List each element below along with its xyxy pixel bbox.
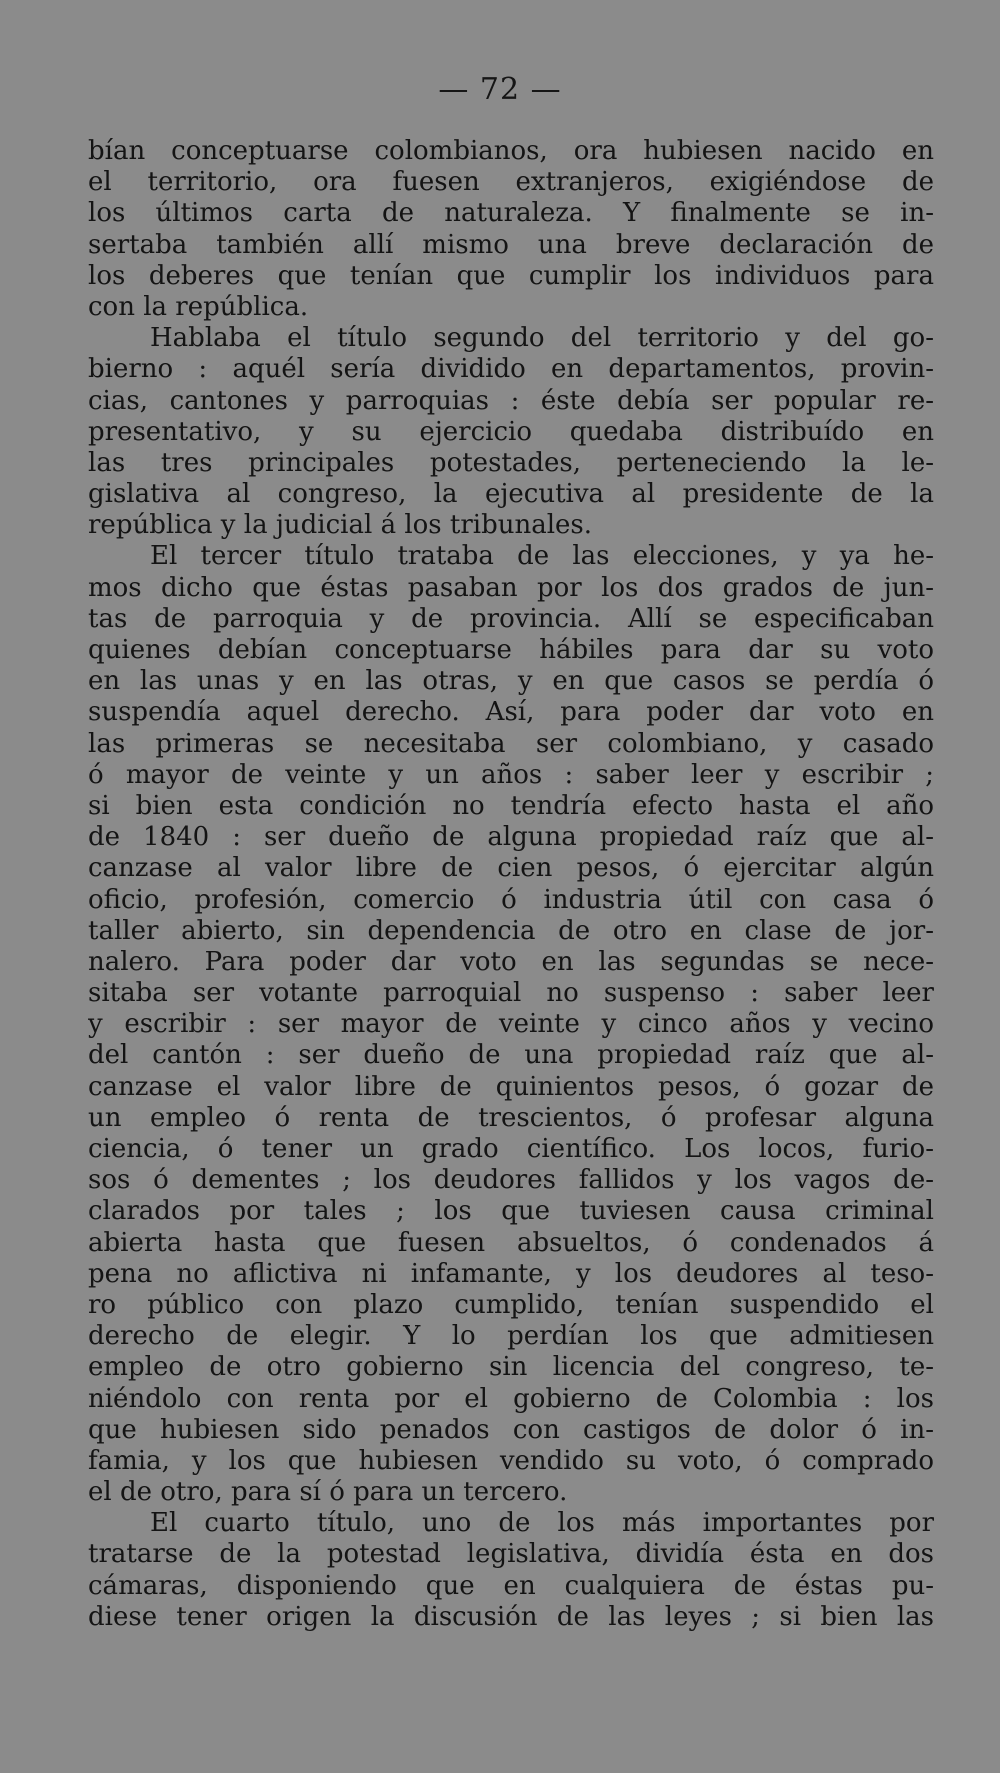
text-line: con la república. (88, 291, 309, 322)
text-line: los últimos carta de naturaleza. Y finalmente se in- (88, 198, 934, 229)
text-line: diese tener origen la discusión de las leyes ; si bien las (88, 1601, 934, 1632)
text-line: república y la judicial á los tribunales. (88, 510, 593, 541)
text-line: niéndolo con renta por el gobierno de Colombia : los (88, 1383, 934, 1414)
text-line: sos ó dementes ; los deudores fallidos y los vagos de- (88, 1165, 934, 1196)
text-line: tas de parroquia y de provincia. Allí se especificaban (88, 603, 934, 634)
text-line: del cantón : ser dueño de una propiedad raíz que al- (88, 1040, 934, 1071)
text-line: bían conceptuarse colombianos, ora hubiesen nacido en (88, 136, 934, 166)
text-line: los deberes que tenían que cumplir los individuos para (88, 260, 934, 291)
text-line: si bien esta condición no tendría efecto hasta el año (88, 790, 934, 821)
text-line: un empleo ó renta de trescientos, ó profesar alguna (88, 1102, 934, 1133)
text-line: mos dicho que éstas pasaban por los dos grados de jun- (88, 572, 934, 603)
text-line: ó mayor de veinte y un años : saber leer y escribir ; (88, 759, 934, 790)
text-line: suspendía aquel derecho. Así, para poder dar voto en (88, 697, 934, 728)
text-line: taller abierto, sin dependencia de otro en clase de jor- (88, 915, 934, 946)
text-line: las primeras se necesitaba ser colombiano, y casado (88, 728, 934, 759)
text-line: abierta hasta que fuesen absueltos, ó condenados á (88, 1227, 934, 1258)
text-line: ciencia, ó tener un grado científico. Los locos, furio- (88, 1134, 934, 1164)
text-line: sitaba ser votante parroquial no suspenso : saber leer (88, 978, 934, 1009)
text-line: de 1840 : ser dueño de alguna propiedad raíz que al- (88, 822, 934, 853)
text-line: y escribir : ser mayor de veinte y cinco años y vecino (88, 1009, 934, 1040)
text-line: empleo de otro gobierno sin licencia del congreso, te- (88, 1352, 934, 1383)
text-line: clarados por tales ; los que tuviesen causa criminal (88, 1196, 934, 1227)
text-line: cámaras, disponiendo que en cualquiera de éstas pu- (88, 1570, 934, 1601)
text-line: el territorio, ora fuesen extranjeros, exigiéndose de (88, 167, 934, 198)
text-line: nalero. Para poder dar voto en las segundas se nece- (88, 946, 934, 977)
text-line: Hablaba el título segundo del territorio y del go- (150, 323, 934, 354)
text-line: tratarse de la potestad legislativa, dividía ésta en dos (88, 1539, 934, 1570)
page-number: — 72 — (438, 72, 562, 107)
text-line: sertaba también allí mismo una breve declaración de (88, 229, 934, 260)
text-line: quienes debían conceptuarse hábiles para dar su voto (88, 635, 934, 665)
text-line: El tercer título trataba de las elecciones, y ya he- (150, 541, 934, 572)
text-line: derecho de elegir. Y lo perdían los que admitiesen (88, 1321, 934, 1352)
text-line: el de otro, para sí ó para un tercero. (88, 1477, 568, 1508)
body-text (88, 136, 934, 1633)
text-line: las tres principales potestades, perteneciendo la le- (88, 447, 934, 478)
text-line: bierno : aquél sería dividido en departamentos, provin- (88, 354, 934, 385)
text-line: gislativa al congreso, la ejecutiva al presidente de la (88, 479, 934, 510)
text-line: cias, cantones y parroquias : éste debía ser popular re- (88, 385, 934, 416)
text-line: El cuarto título, uno de los más importantes por (150, 1508, 934, 1539)
text-line: canzase al valor libre de cien pesos, ó ejercitar algún (88, 853, 934, 884)
text-line: pena no aflictiva ni infamante, y los deudores al teso- (88, 1258, 934, 1289)
text-line: canzase el valor libre de quinientos pesos, ó gozar de (88, 1071, 934, 1102)
text-line: oficio, profesión, comercio ó industria útil con casa ó (88, 884, 934, 915)
text-line: ro público con plazo cumplido, tenían suspendido el (88, 1289, 934, 1320)
text-line: en las unas y en las otras, y en que casos se perdía ó (88, 666, 934, 697)
text-line: que hubiesen sido penados con castigos de dolor ó in- (88, 1414, 934, 1445)
text-line: famia, y los que hubiesen vendido su voto, ó comprado (88, 1445, 934, 1476)
text-line: presentativo, y su ejercicio quedaba distribuído en (88, 416, 934, 447)
